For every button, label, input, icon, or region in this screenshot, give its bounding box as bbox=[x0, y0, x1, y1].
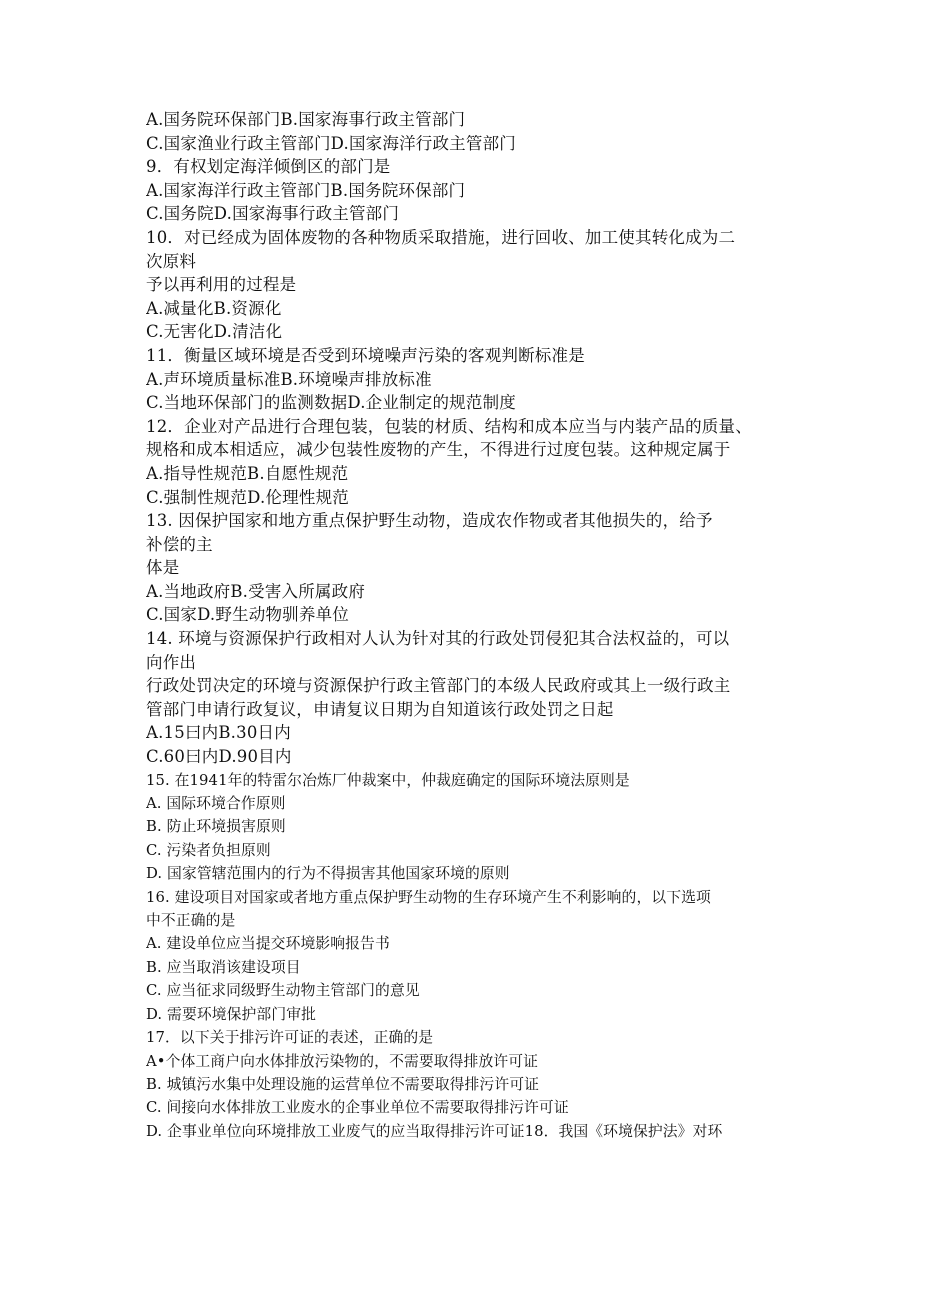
text-line: 补偿的主 bbox=[146, 534, 213, 554]
text-line: A•个体工商户向水体排放污染物的，不需要取得排放许可证 bbox=[146, 1052, 539, 1070]
text-line: A.指导性规范B.自愿性规范 bbox=[146, 463, 349, 483]
text-line: 13. 因保护国家和地方重点保护野生动物，造成农作物或者其他损失的，给予 bbox=[146, 511, 713, 531]
text-line: 17．以下关于排污许可证的表述，正确的是 bbox=[146, 1029, 434, 1047]
text-line: 中不正确的是 bbox=[146, 912, 236, 930]
text-line: A. 建设单位应当提交环境影响报告书 bbox=[146, 935, 390, 953]
text-line: C.60曰内D.90目内 bbox=[146, 747, 292, 767]
text-line: A.国家海洋行政主管部门B.国务院环保部门 bbox=[146, 180, 466, 200]
text-line: C. 间接向水体排放工业废水的企事业单位不需要取得排污许可证 bbox=[146, 1099, 569, 1117]
text-line: C.国家D.野生动物驯养单位 bbox=[146, 605, 349, 625]
text-line: C. 污染者负担原则 bbox=[146, 841, 271, 859]
text-line: 行政处罚决定的环境与资源保护行政主管部门的本级人民政府或其上一级行政主 bbox=[146, 676, 731, 696]
text-line: 管部门申请行政复议，申请复议日期为自知道该行政处罚之日起 bbox=[146, 699, 614, 719]
text-line: A.15曰内B.30日内 bbox=[146, 723, 291, 743]
text-line: 16. 建设项目对国家或者地方重点保护野生动物的生存环境产生不利影响的，以下选项 bbox=[146, 888, 711, 906]
text-line: A.减量化B.资源化 bbox=[146, 298, 282, 318]
text-line: D. 需要环境保护部门审批 bbox=[146, 1005, 317, 1023]
text-line: A.声环境质量标准B.环境噪声排放标准 bbox=[146, 369, 432, 389]
text-line: C.无害化D.清洁化 bbox=[146, 322, 283, 342]
text-line: A. 国际环境合作原则 bbox=[146, 795, 286, 813]
text-line: A.当地政府B.受害入所属政府 bbox=[146, 581, 366, 601]
text-line: A.国务院环保部门B.国家海事行政主管部门 bbox=[146, 110, 466, 129]
text-line: 向作出 bbox=[146, 652, 197, 672]
text-line: 规格和成本相适应，减少包装性废物的产生，不得进行过度包装。这种规定属于 bbox=[146, 440, 731, 460]
text-line: C.国家渔业行政主管部门D.国家海洋行政主管部门 bbox=[146, 133, 516, 153]
text-line: 体是 bbox=[146, 558, 180, 578]
text-line: D. 企事业单位向环境排放工业废气的应当取得排污许可证18．我国《环境保护法》对环 bbox=[146, 1122, 723, 1140]
text-line: C.当地环保部门的监测数据D.企业制定的规范制度 bbox=[146, 393, 516, 413]
text-line: 15. 在1941年的特雷尔冶炼厂仲裁案中，仲裁庭确定的国际环境法原则是 bbox=[146, 771, 630, 789]
text-line: 14. 环境与资源保护行政相对人认为针对其的行政处罚侵犯其合法权益的，可以 bbox=[146, 629, 730, 649]
text-line: 11．衡量区域环境是否受到环境噪声污染的客观判断标准是 bbox=[146, 345, 585, 365]
text-line: 次原料 bbox=[146, 251, 197, 271]
text-line: D. 国家管辖范围内的行为不得损害其他国家环境的原则 bbox=[146, 865, 510, 883]
text-line: C.强制性规范D.伦理性规范 bbox=[146, 487, 349, 507]
text-line: 10．对已经成为固体废物的各种物质采取措施，进行回收、加工使其转化成为二 bbox=[146, 227, 736, 247]
text-line: C. 应当征求同级野生动物主管部门的意见 bbox=[146, 982, 420, 1000]
text-line: 予以再利用的过程是 bbox=[146, 275, 297, 295]
document-body bbox=[146, 108, 836, 1143]
text-line: 12．企业对产品进行合理包装，包装的材质、结构和成本应当与内装产品的质量、 bbox=[146, 416, 752, 436]
text-line: 9．有权划定海洋倾倒区的部门是 bbox=[146, 157, 391, 177]
text-line: C.国务院D.国家海事行政主管部门 bbox=[146, 204, 400, 224]
text-line: B. 防止环境损害原则 bbox=[146, 818, 286, 836]
text-line: B. 应当取消该建设项目 bbox=[146, 958, 301, 976]
text-line: B. 城镇污水集中处理设施的运营单位不需要取得排污许可证 bbox=[146, 1075, 540, 1093]
